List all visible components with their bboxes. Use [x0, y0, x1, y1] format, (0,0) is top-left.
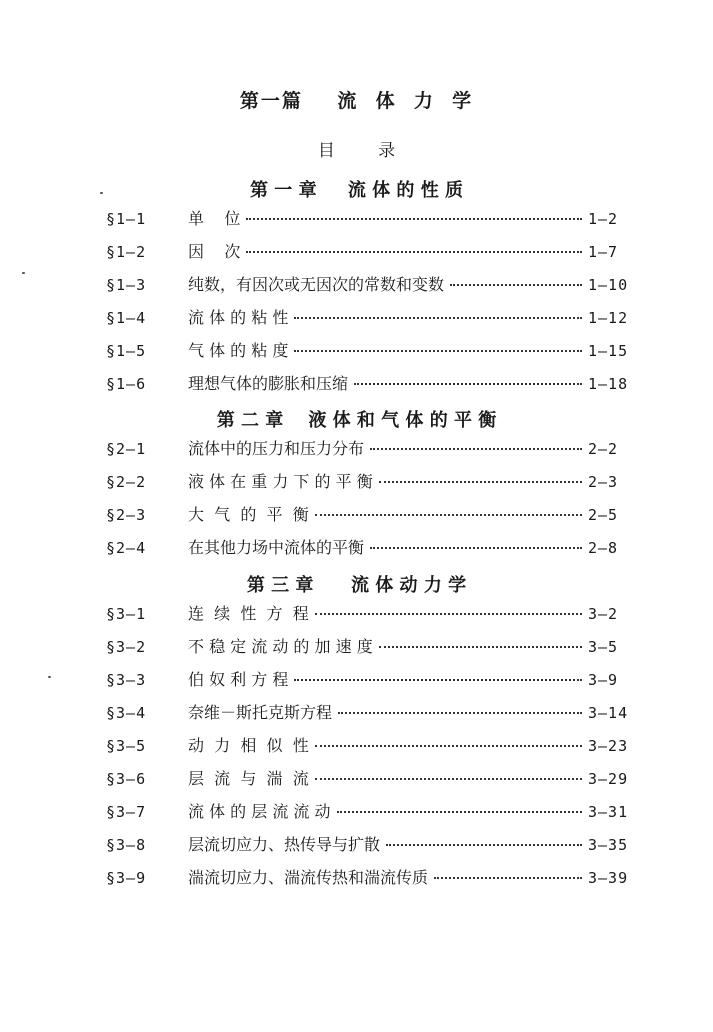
section-number: §2—1	[106, 440, 147, 458]
section-title: 伯 奴 利 方 程	[188, 670, 289, 689]
dot-leader	[246, 251, 582, 253]
section-number: §1—5	[106, 342, 147, 360]
page-number: 3—9	[588, 671, 619, 689]
dot-leader	[315, 745, 582, 747]
section-number: §3—4	[106, 704, 147, 722]
toc-entry[interactable]	[106, 700, 646, 728]
page-number: 3—5	[588, 638, 619, 656]
section-number: §1—1	[106, 210, 147, 228]
dot-leader	[294, 679, 582, 681]
toc-entry[interactable]	[106, 239, 646, 267]
section-number: §3—9	[106, 869, 147, 887]
page-number: 2—5	[588, 506, 619, 524]
chapter-heading: 第 一 章 流 体 的 性 质	[250, 180, 463, 201]
section-number: §3—7	[106, 803, 147, 821]
section-number: §3—1	[106, 605, 147, 623]
page-number: 1—10	[588, 276, 629, 294]
scan-speck	[22, 272, 25, 274]
section-title: 单 位	[188, 209, 241, 228]
section-number: §3—3	[106, 671, 147, 689]
dot-leader	[370, 547, 582, 549]
section-number: §2—4	[106, 539, 147, 557]
toc-entry[interactable]	[106, 502, 646, 530]
toc-entry[interactable]	[106, 338, 646, 366]
dot-leader	[338, 712, 582, 714]
toc-entry[interactable]	[106, 535, 646, 563]
section-number: §2—3	[106, 506, 147, 524]
dot-leader	[315, 778, 582, 780]
section-title: 在其他力场中流体的平衡	[188, 538, 365, 557]
toc-entry[interactable]	[106, 799, 646, 827]
section-number: §1—3	[106, 276, 147, 294]
section-title: 奈维－斯托克斯方程	[188, 703, 333, 722]
toc-entry[interactable]	[106, 832, 646, 860]
page-number: 2—2	[588, 440, 619, 458]
section-title: 不 稳 定 流 动 的 加 速 度	[188, 637, 373, 656]
page-number: 1—15	[588, 342, 629, 360]
section-title: 纯数，有因次或无因次的常数和变数	[188, 275, 445, 294]
page-number: 3—14	[588, 704, 629, 722]
section-title: 因 次	[188, 242, 241, 261]
section-number: §1—2	[106, 243, 147, 261]
toc-title: 目 录	[317, 141, 396, 161]
page-number: 3—2	[588, 605, 619, 623]
section-title: 层流切应力、热传导与扩散	[188, 835, 381, 854]
section-number: §2—2	[106, 473, 147, 491]
toc-entry[interactable]	[106, 305, 646, 333]
section-title: 层 流 与 湍 流	[188, 769, 309, 788]
dot-leader	[370, 448, 582, 450]
section-number: §3—8	[106, 836, 147, 854]
dot-leader	[294, 350, 582, 352]
dot-leader	[434, 877, 582, 879]
section-title: 理想气体的膨胀和压缩	[188, 374, 349, 393]
toc-entry[interactable]	[106, 371, 646, 399]
dot-leader	[379, 646, 582, 648]
toc-entry[interactable]	[106, 667, 646, 695]
toc-entry[interactable]	[106, 601, 646, 629]
dot-leader	[450, 284, 582, 286]
page-number: 3—35	[588, 836, 629, 854]
section-title: 湍流切应力、湍流传热和湍流传质	[188, 868, 429, 887]
section-number: §3—2	[106, 638, 147, 656]
section-title: 气 体 的 粘 度	[188, 341, 289, 360]
toc-entry[interactable]	[106, 272, 646, 300]
chapter-heading: 第 二 章 液 体 和 气 体 的 平 衡	[216, 410, 497, 431]
section-title: 流 体 的 粘 性	[188, 308, 289, 327]
page-number: 3—31	[588, 803, 629, 821]
toc-entry[interactable]	[106, 469, 646, 497]
chapter-heading: 第 三 章 流 体 动 力 学	[246, 575, 467, 596]
toc-entry[interactable]	[106, 206, 646, 234]
dot-leader	[386, 844, 582, 846]
section-number: §3—6	[106, 770, 147, 788]
section-title: 大 气 的 平 衡	[188, 505, 309, 524]
page-number: 1—7	[588, 243, 619, 261]
dot-leader	[354, 383, 582, 385]
section-title: 连 续 性 方 程	[188, 604, 309, 623]
toc-entry[interactable]	[106, 766, 646, 794]
dot-leader	[246, 218, 582, 220]
section-number: §1—4	[106, 309, 147, 327]
page-number: 1—18	[588, 375, 629, 393]
section-title: 流体中的压力和压力分布	[188, 439, 365, 458]
page-number: 3—29	[588, 770, 629, 788]
dot-leader	[315, 613, 582, 615]
page-number: 2—8	[588, 539, 619, 557]
section-title: 动 力 相 似 性	[188, 736, 309, 755]
dot-leader	[315, 514, 582, 516]
page-number: 3—23	[588, 737, 629, 755]
toc-entry[interactable]	[106, 436, 646, 464]
dot-leader	[294, 317, 582, 319]
page-number: 2—3	[588, 473, 619, 491]
section-title: 液 体 在 重 力 下 的 平 衡	[188, 472, 373, 491]
scan-speck	[100, 192, 103, 194]
page-number: 3—39	[588, 869, 629, 887]
section-number: §3—5	[106, 737, 147, 755]
scan-speck	[48, 676, 51, 678]
page-number: 1—2	[588, 210, 619, 228]
dot-leader	[379, 481, 582, 483]
page-number: 1—12	[588, 309, 629, 327]
toc-entry[interactable]	[106, 733, 646, 761]
toc-entry[interactable]	[106, 865, 646, 893]
part-title: 第一篇 流 体 力 学	[239, 90, 474, 112]
section-title: 流 体 的 层 流 流 动	[188, 802, 331, 821]
dot-leader	[337, 811, 582, 813]
toc-entry[interactable]	[106, 634, 646, 662]
section-number: §1—6	[106, 375, 147, 393]
